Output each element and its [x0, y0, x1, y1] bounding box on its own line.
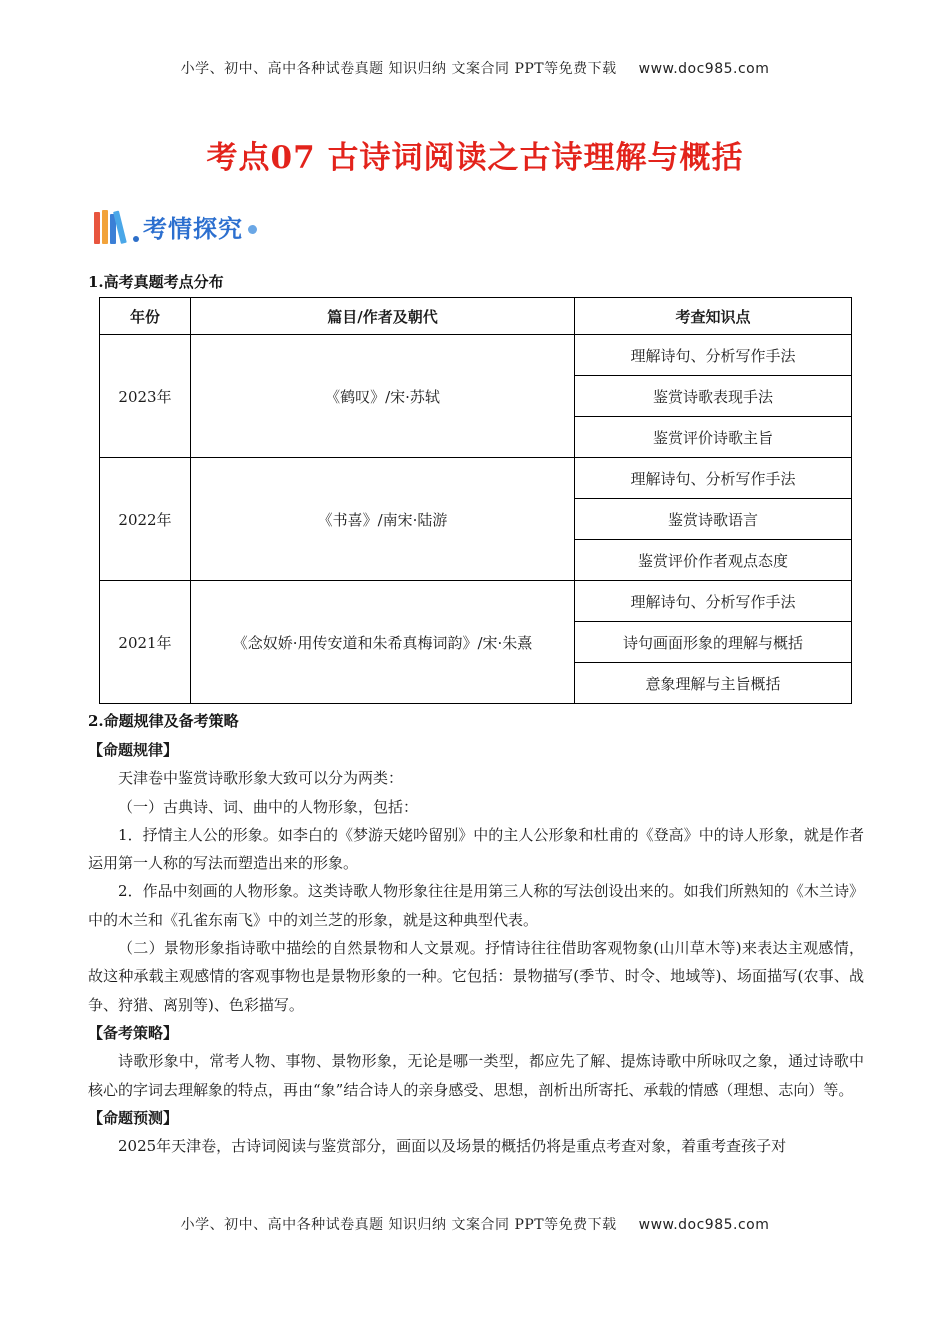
table-row	[100, 581, 852, 622]
point-cell: 诗句画面形象的理解与概括	[575, 622, 852, 663]
year-cell: 2023年	[100, 335, 191, 458]
paragraph: 2025年天津卷，古诗词阅读与鉴赏部分，画面以及场景的概括仍将是重点考查对象，着重考查孩子对	[118, 1137, 787, 1156]
paragraph: 诗歌形象中，常考人物、事物、景物形象，无论是哪一类型，都应先了解、提炼诗歌中所咏叹之象，通过诗歌中核心的字词去理解象的特点，再由“象”结合诗人的亲身感受、思想，剖析出所寄托、承载的情感（理想、志向）等。	[88, 1052, 864, 1099]
table-row	[100, 335, 852, 376]
point-cell: 鉴赏评价作者观点态度	[575, 540, 852, 581]
footer-text: 小学、初中、高中各种试卷真题 知识归纳 文案合同 PPT等免费下载	[180, 1217, 617, 1233]
paragraph: （一）古典诗、词、曲中的人物形象，包括：	[118, 797, 419, 816]
table-header-row	[100, 298, 852, 335]
work-cell: 《书喜》/南宋·陆游	[191, 458, 575, 581]
point-cell: 理解诗句、分析写作手法	[575, 335, 852, 376]
strategy-label: 【备考策略】	[88, 1023, 179, 1042]
column-header-year: 年份	[100, 298, 191, 335]
point-cell: 鉴赏评价诗歌主旨	[575, 417, 852, 458]
page-header	[0, 58, 950, 78]
point-cell: 理解诗句、分析写作手法	[575, 581, 852, 622]
column-header-points: 考查知识点	[575, 298, 852, 335]
point-cell: 鉴赏诗歌语言	[575, 499, 852, 540]
circle-icon	[248, 225, 257, 234]
year-cell: 2022年	[100, 458, 191, 581]
paragraph: （二）景物形象指诗歌中描绘的自然景物和人文景观。抒情诗往往借助客观物象(山川草木等)来表达主观感情，故这种承载主观感情的客观事物也是景物形象的一种。它包括：景物描写(季节、时令、地域等)、场面描写(农事、战争、狩猎、离别等)、色彩描写。	[88, 939, 864, 1014]
header-url-link[interactable]: www.doc985.com	[638, 61, 770, 77]
section-banner	[94, 204, 257, 248]
dot-icon	[133, 236, 139, 242]
page-footer	[0, 1214, 950, 1234]
rule-label: 【命题规律】	[88, 741, 179, 759]
work-cell: 《鹤叹》/宋·苏轼	[191, 335, 575, 458]
strategy-content	[88, 736, 864, 1160]
point-cell: 鉴赏诗歌表现手法	[575, 376, 852, 417]
header-text: 小学、初中、高中各种试卷真题 知识归纳 文案合同 PPT等免费下载	[180, 61, 617, 77]
point-cell: 理解诗句、分析写作手法	[575, 458, 852, 499]
paragraph: 1．抒情主人公的形象。如李白的《梦游天姥吟留别》中的主人公形象和杜甫的《登高》中的诗人形象，就是作者运用第一人称的写法而塑造出来的形象。	[88, 825, 864, 873]
forecast-label: 【命题预测】	[88, 1108, 179, 1127]
books-icon	[94, 208, 129, 244]
footer-url-link[interactable]: www.doc985.com	[638, 1217, 770, 1233]
exam-distribution-table	[99, 297, 852, 704]
year-cell: 2021年	[100, 581, 191, 704]
column-header-work: 篇目/作者及朝代	[191, 298, 575, 335]
paragraph: 2．作品中刻画的人物形象。这类诗歌人物形象往往是用第三人称的写法创设出来的。如我们所熟知的《木兰诗》中的木兰和《孔雀东南飞》中的刘兰芝的形象，就是这种典型代表。	[88, 882, 864, 929]
work-cell: 《念奴娇·用传安道和朱希真梅词韵》/宋·朱熹	[191, 581, 575, 704]
section-heading-distribution: 1.高考真题考点分布	[88, 273, 224, 291]
banner-label: 考情探究	[143, 214, 243, 243]
table-row	[100, 458, 852, 499]
paragraph: 天津卷中鉴赏诗歌形象大致可以分为两类：	[118, 769, 404, 788]
document-title: 考点07 古诗词阅读之古诗理解与概括	[206, 140, 744, 176]
section-heading-strategy: 2.命题规律及备考策略	[88, 712, 239, 730]
point-cell: 意象理解与主旨概括	[575, 663, 852, 704]
